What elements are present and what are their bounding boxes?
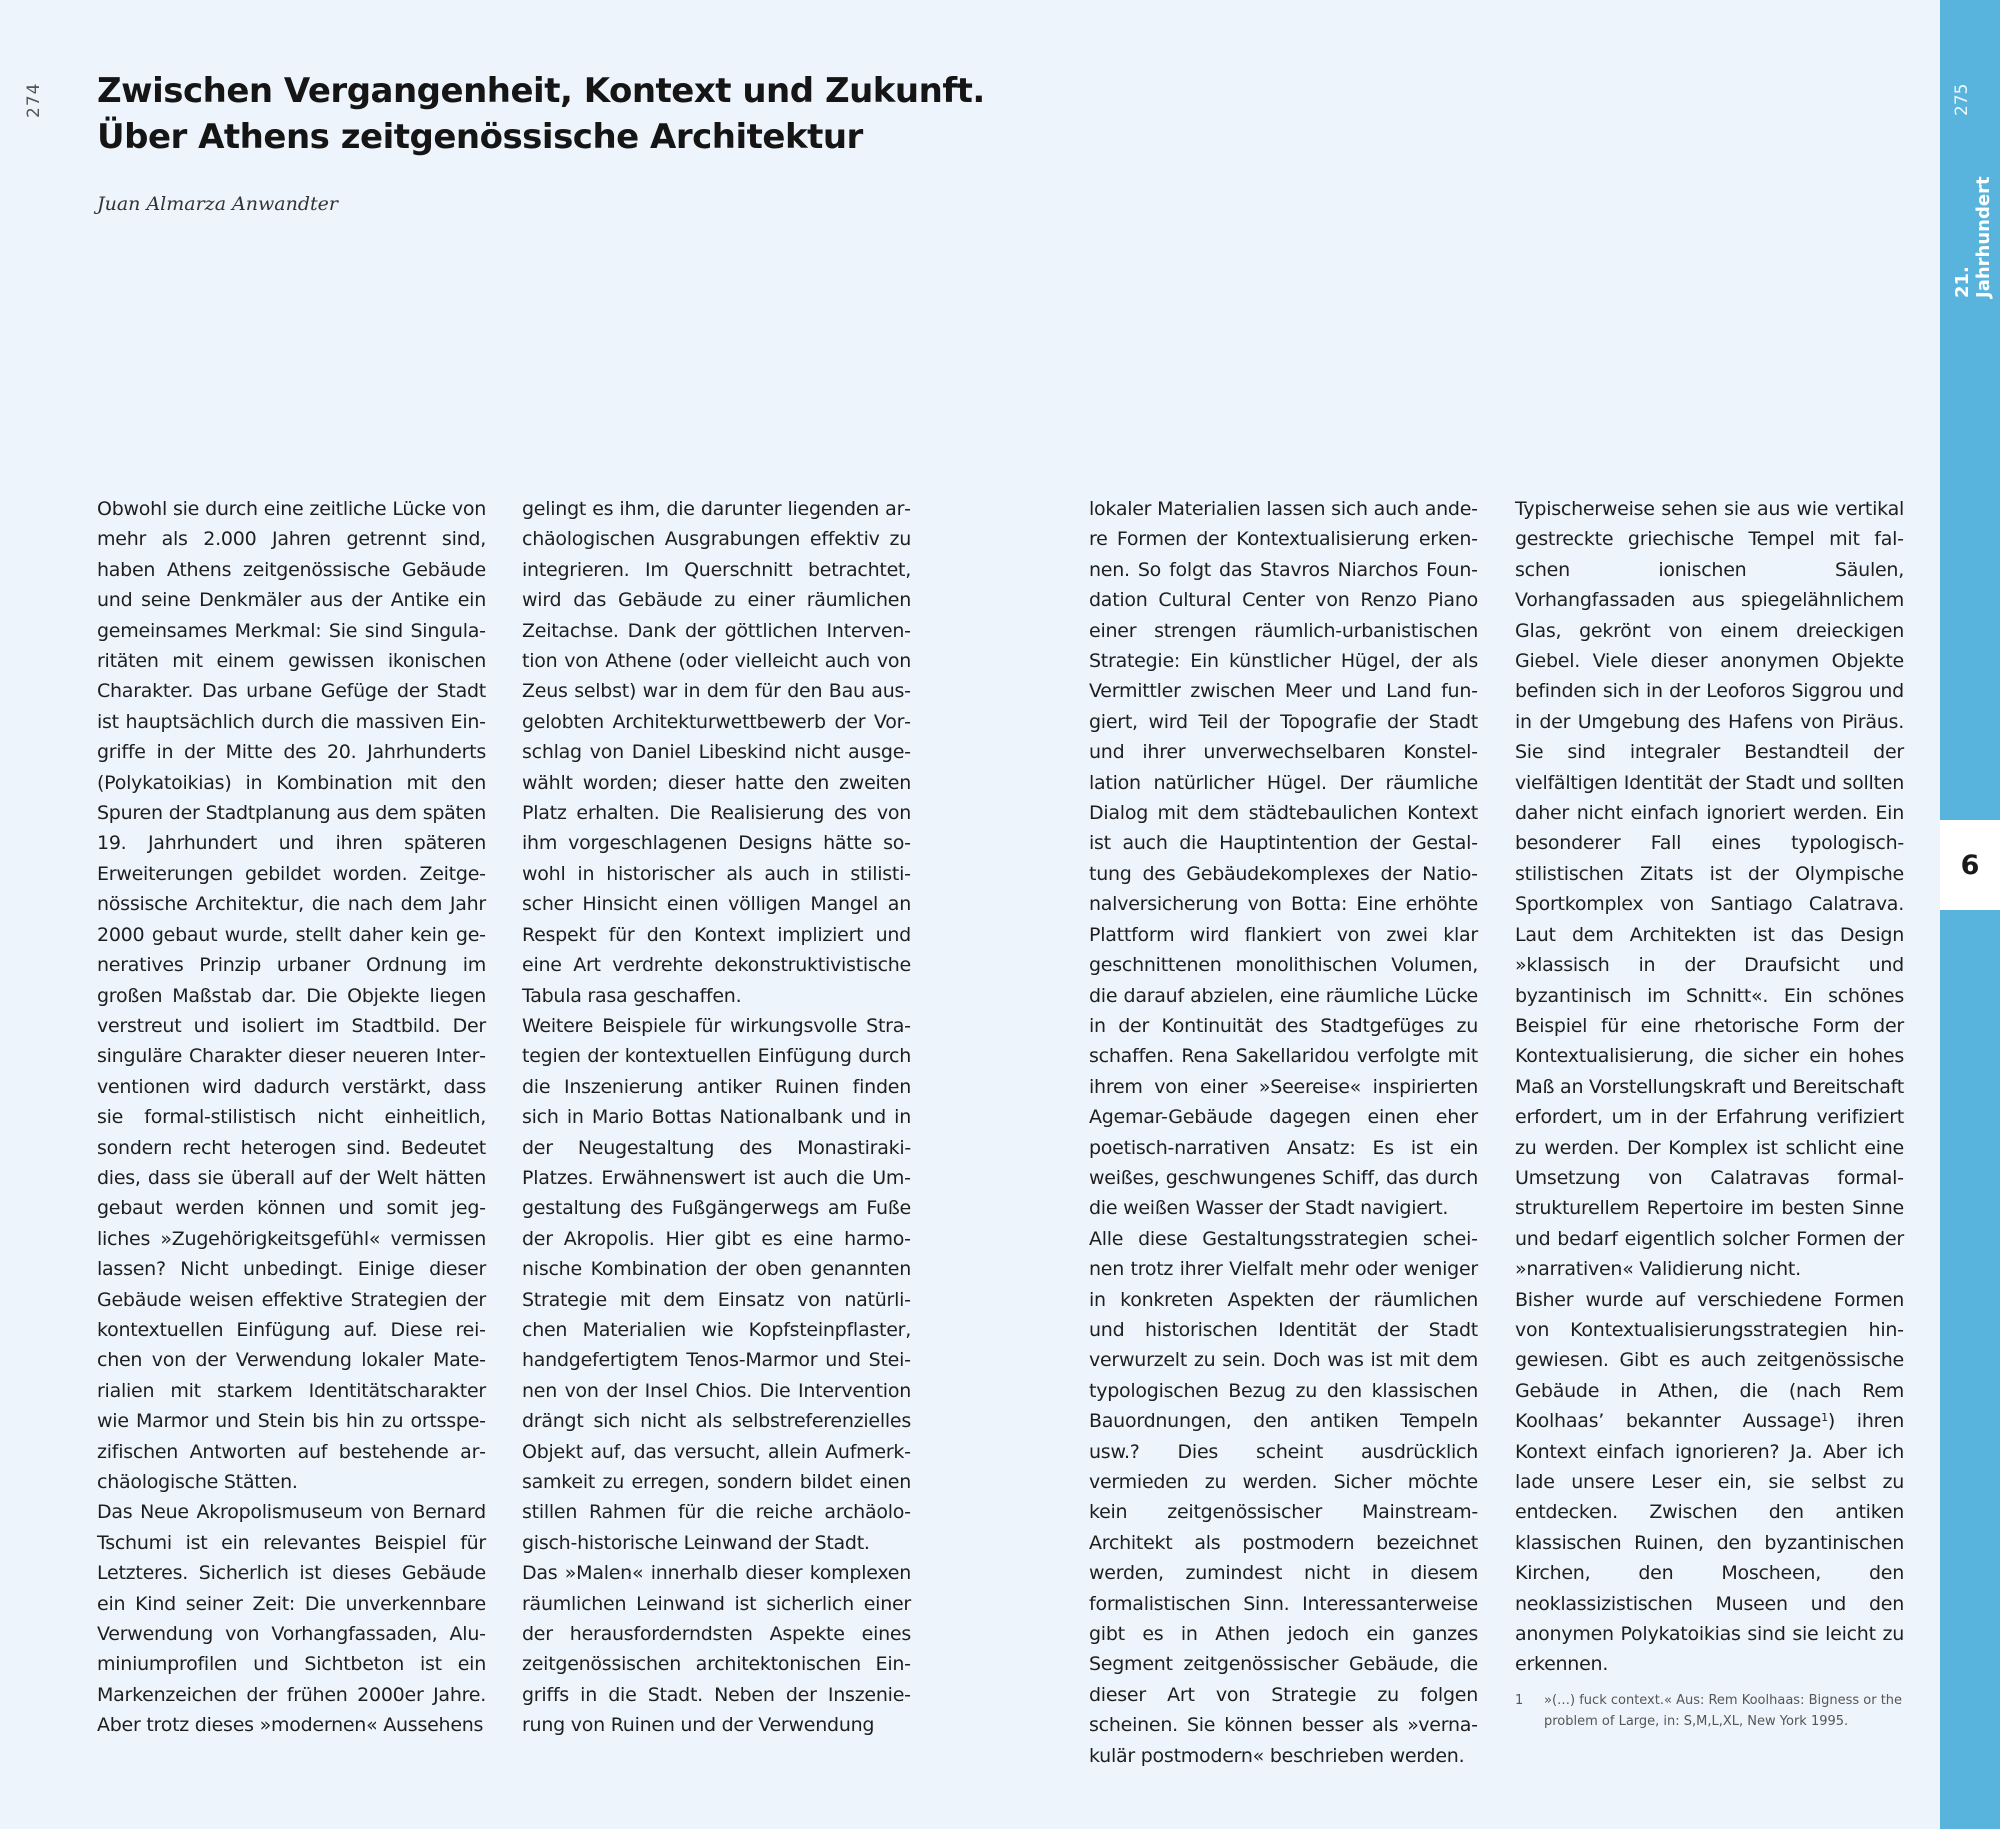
chapter-tab[interactable] (1940, 820, 2000, 910)
footnote-number: 1 (1515, 1693, 1524, 1708)
paragraph: Weitere Beispiele für wirkungsvolle Strategien der kontextuellen Einfügung durch die Inszenierung antiker Ruinen finden sich in Mario Bottas Nationalbank und in der Neugestaltung des Monastiraki-Platzes. Erwähnenswert ist auch die Umgestaltung des Fußgängerwegs am Fuße der Akropolis. Hier gibt es eine harmonische Kombination der oben genannten Strategie mit dem Einsatz von natürlichen Materialien wie Kopfsteinpflaster, handgefertigtem Tenos-Marmor und Steinen von der Insel Chios. Die Intervention drängt sich nicht als selbstreferenzielles Objekt auf, das versucht, allein Aufmerksamkeit zu erregen, sondern bildet einen stillen Rahmen für die reiche archäologisch-historische Leinwand der Stadt. (522, 1014, 911, 1554)
article-title (97, 68, 997, 160)
paragraph: Alle diese Gestaltungsstrategien scheinen trotz ihrer Vielfalt mehr oder weniger in konkreten Aspekten der räumlichen und historischen Identität der Stadt verwurzelt zu sein. Doch was ist mit dem typologischen Bezug zu den klassischen Bauordnungen, den antiken Tempeln usw.? Dies scheint ausdrücklich vermieden zu werden. Sicher möchte kein zeitgenössischer Mainstream-Architekt als postmodern bezeichnet werden, zumindest nicht in diesem formalistischen Sinn. Interessanterweise gibt es in Athen jedoch ein ganzes Segment zeitgenössischer Gebäude, die dieser Art von Strategie zu folgen scheinen. Sie können besser als »vernakulär postmodern« beschrieben werden. (1089, 1227, 1478, 1767)
paragraph: gelingt es ihm, die darunter liegenden archäologischen Ausgrabungen effektiv zu integrieren. Im Querschnitt betrachtet, wird das Gebäude zu einer räumlichen Zeitachse. Dank der göttlichen Intervention von Athene (oder vielleicht auch von Zeus selbst) war in dem für den Bau ausgelobten Architekturwettbewerb der Vorschlag von Daniel Libeskind nicht ausgewählt worden; dieser hatte den zweiten Platz erhalten. Die Realisierung des von ihm vorgeschlagenen Designs hätte sowohl in historischer als auch in stilistischer Hinsicht einen völligen Mangel an Respekt für den Kontext impliziert und eine Art verdrehte dekonstruktivistische Tabula rasa geschaffen. (522, 498, 911, 1007)
footnote (1515, 1690, 1905, 1732)
chapter-number: 6 (1960, 849, 1980, 881)
paragraph: Obwohl sie durch eine zeitliche Lücke von mehr als 2.000 Jahren getrennt sind, haben Athens zeitgenössische Gebäude und seine Denkmäler aus der Antike ein gemeinsames Merkmal: Sie sind Singularitäten mit einem gewissen ikonischen Charakter. Das urbane Gefüge der Stadt ist hauptsächlich durch die massiven Eingriffe in der Mitte des 20. Jahrhunderts (Polykatoikias) in Kombination mit den Spuren der Stadtplanung aus dem späten 19. Jahrhundert und ihren späteren Erweiterungen gebildet worden. Zeitgenössische Architektur, die nach dem Jahr 2000 gebaut wurde, stellt daher kein generatives Prinzip urbaner Ordnung im großen Maßstab dar. Die Objekte liegen verstreut und isoliert im Stadtbild. Der singuläre Charakter dieser neueren Interventionen wird dadurch verstärkt, dass sie formal-stilistisch nicht einheitlich, sondern recht heterogen sind. Bedeutet dies, dass sie überall auf der Welt hätten gebaut werden können und somit jegliches »Zugehörigkeitsgefühl« vermissen lassen? Nicht unbedingt. Einige dieser Gebäude weisen effektive Strategien der kontextuellen Einfügung auf. Diese reichen von der Verwendung lokaler Materialien mit starkem Identitätscharakter wie Marmor und Stein bis hin zu ortsspezifischen Antworten auf bestehende archäologische Stätten. (97, 498, 486, 1493)
page-number-right: 275 (1952, 83, 1972, 116)
paragraph: Typischerweise sehen sie aus wie vertikal gestreckte griechische Tempel mit falschen ionischen Säulen, Vorhangfassaden aus spiegelähnlichem Glas, gekrönt von einem dreieckigen Giebel. Viele dieser anonymen Objekte befinden sich in der Leoforos Siggrou und in der Umgebung des Hafens von Piräus. Sie sind integraler Bestandteil der vielfältigen Identität der Stadt und sollten daher nicht einfach ignoriert werden. Ein besonderer Fall eines typologisch-stilistischen Zitats ist der Olympische Sportkomplex von Santiago Calatrava. Laut dem Architekten ist das Design »klassisch in der Draufsicht und byzantinisch im Schnitt«. Ein schönes Beispiel für eine rhetorische Form der Kontextualisierung, die sicher ein hohes Maß an Vorstellungskraft und Bereitschaft erfordert, um in der Erfahrung verifiziert zu werden. Der Komplex ist schlicht eine Umsetzung von Calatravas formalstrukturellem Repertoire im besten Sinne und bedarf eigentlich solcher Formen der »narrativen« Validierung nicht. (1515, 498, 1904, 1281)
title-line-2: Über Athens zeitgenössische Architektur (97, 117, 863, 157)
chapter-label: 21. Jahrhundert (1952, 176, 1994, 298)
footnote-reference[interactable]: 1 (1821, 1411, 1828, 1425)
text-column-4 (1515, 494, 1904, 1680)
author-name: Juan Almarza Anwandter (97, 193, 338, 215)
text-column-2 (522, 494, 911, 1741)
text-column-3 (1089, 494, 1478, 1771)
paragraph-with-footnote (1515, 1285, 1904, 1680)
paragraph: lokaler Materialien lassen sich auch andere Formen der Kontextualisierung erkennen. So folgt das Stavros Niarchos Foundation Cultural Center von Renzo Piano einer strengen räumlich-urbanistischen Strategie: Ein künstlicher Hügel, der als Vermittler zwischen Meer und Land fungiert, wird Teil der Topografie der Stadt und ihrer unverwechselbaren Konstellation natürlicher Hügel. Der räumliche Dialog mit dem städtebaulichen Kontext ist auch die Hauptintention der Gestaltung des Gebäudekomplexes der Nationalversicherung von Botta: Eine erhöhte Plattform wird flankiert von zwei klar geschnittenen monolithischen Volumen, die darauf abzielen, eine räumliche Lücke in der Kontinuität des Stadtgefüges zu schaffen. Rena Sakellaridou verfolgte mit ihrem von einer »Seereise« inspirierten Agemar-Gebäude dagegen einen eher poetisch-narrativen Ansatz: Es ist ein weißes, geschwungenes Schiff, das durch die weißen Wasser der Stadt navigiert. (1089, 498, 1478, 1220)
text-column-1 (97, 494, 486, 1741)
paragraph: Das »Malen« innerhalb dieser komplexen räumlichen Leinwand ist sicherlich einer der herausforderndsten Aspekte eines zeitgenössischen architektonischen Eingriffs in die Stadt. Neben der Inszenierung von Ruinen und der Verwendung (522, 1562, 911, 1737)
paragraph-text: ) ihren Kontext einfach ignorieren? Ja. Aber ich lade unsere Leser ein, sie selbst zu entdecken. Zwischen den antiken klassischen Ruinen, den byzantinischen Kirchen, den Moscheen, den neoklassizistischen Museen und den anonymen Polykatoikias sind sie leicht zu erkennen. (1515, 1410, 1905, 1676)
footnote-text: »(…) fuck context.« Aus: Rem Koolhaas: Bigness or the problem of Large, in: S,M,L,XL, New York 1995. (1544, 1693, 1903, 1729)
page-number-left: 274 (24, 82, 44, 118)
paragraph-text: Bisher wurde auf verschiedene Formen von Kontextualisierungsstrategien hingewiesen. Gibt es auch zeitgenössische Gebäude in Athen, die (nach Rem Koolhaas’ bekannter Aussage (1515, 1288, 1904, 1433)
paragraph: Das Neue Akropolismuseum von Bernard Tschumi ist ein relevantes Beispiel für Letzteres. Sicherlich ist dieses Gebäude ein Kind seiner Zeit: Die unverkennbare Verwendung von Vorhangfassaden, Aluminiumprofilen und Sichtbeton ist ein Markenzeichen der frühen 2000er Jahre. Aber trotz dieses »modernen« Aussehens (97, 1501, 486, 1737)
title-line-1: Zwischen Vergangenheit, Kontext und Zukunft. (97, 71, 985, 111)
